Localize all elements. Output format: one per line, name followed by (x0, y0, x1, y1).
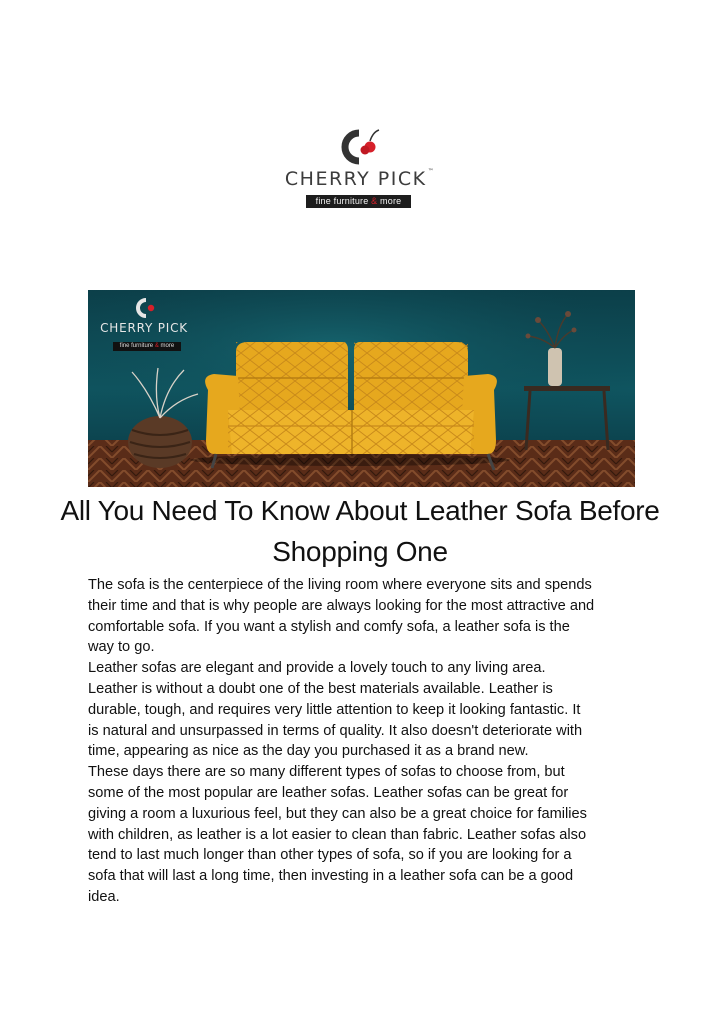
article-title: All You Need To Know About Leather Sofa Before Shopping One (60, 495, 660, 567)
brand-tagline: fine furniture & more (306, 195, 411, 208)
trademark: ™ (427, 168, 436, 175)
paragraph: Leather sofas are elegant and provide a lovely touch to any living area. Leather is without a doubt one of the best materials available. Leather is durable, tough, and requires very little attention to keep it looking fantastic. It is natural and unsurpassed in terms of quality. It also doesn't deteriorate with time, appearing as nice as the day you purchased it as a brand new. (88, 660, 583, 760)
hero-image (88, 290, 635, 487)
paragraph: The sofa is the centerpiece of the living room where everyone sits and spends their time and that is why people are always looking for the most attractive and comfortable sofa. If you want a stylish and comfy sofa, a leather sofa is the way to go. (88, 577, 595, 656)
hero-brand-name: CHERRY PICK (100, 321, 188, 335)
hero-watermark-logo (94, 296, 194, 354)
header-logo (0, 128, 720, 212)
hero-brand-tagline: fine furniture & more (113, 342, 181, 351)
cherry-logo-icon (94, 296, 194, 320)
brand-name: CHERRY PICK™ (284, 168, 436, 190)
paragraph: These days there are so many different types of sofas to choose from, but some of the most popular are leather sofas. Leather sofas can be great for giving a room a luxurious feel, but they can also be a great choice for families with children, as leather is a lot easier to clean than fabric. Leather sofas also tend to last much longer than other types of sofa, so if you are looking for a sofa that will last a long time, then investing in a leather sofa can be a good idea. (88, 764, 587, 905)
cherry-logo-icon (337, 128, 383, 166)
article-body (88, 575, 648, 908)
